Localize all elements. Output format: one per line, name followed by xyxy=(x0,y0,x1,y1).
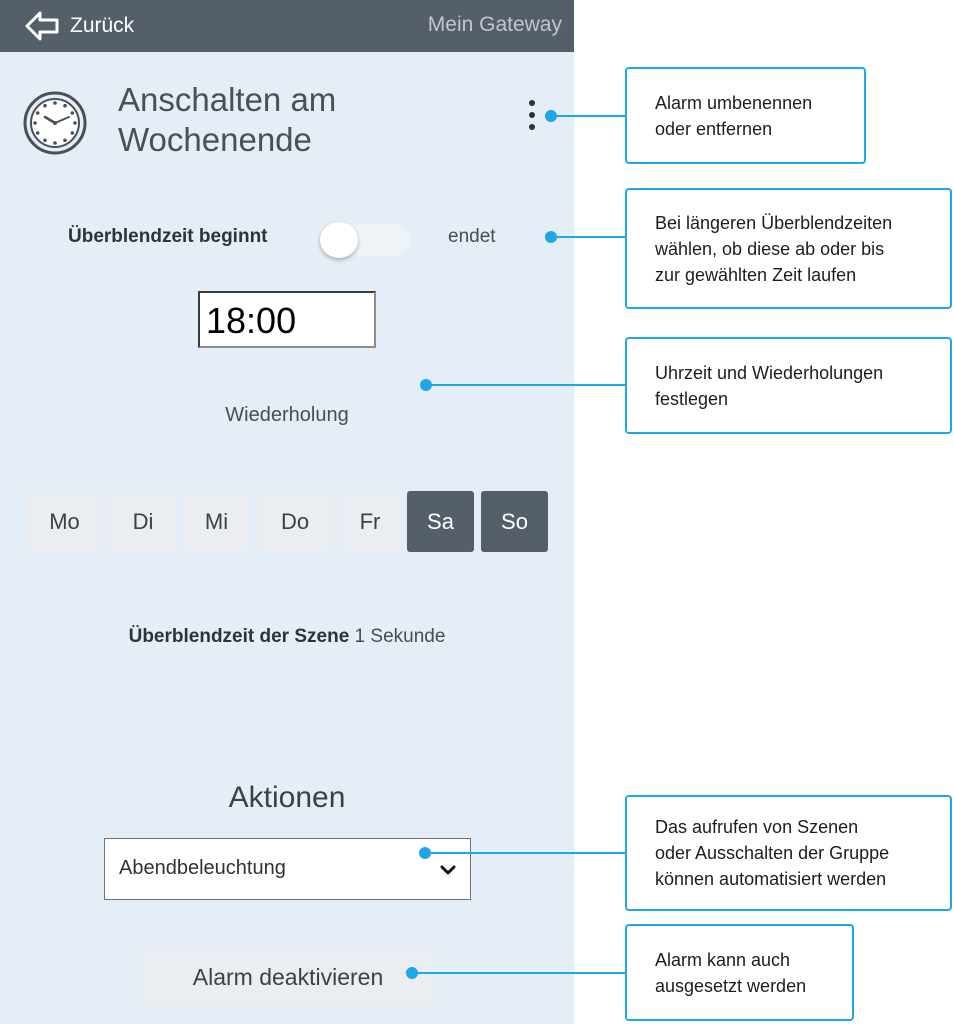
callout-line: ausgesetzt werden xyxy=(655,975,807,996)
clock-icon xyxy=(22,90,88,156)
callout-line: zur gewählten Zeit laufen xyxy=(655,264,857,285)
fade-direction-row xyxy=(0,222,574,258)
action-select-value: Abendbeleuchtung xyxy=(119,857,286,879)
gateway-name: Mein Gateway xyxy=(427,13,562,36)
back-label: Zurück xyxy=(70,14,135,37)
callout-line: wählen, ob diese ab oder bis xyxy=(655,238,885,259)
callout-deactivate xyxy=(625,924,854,1021)
weekday-selector xyxy=(26,491,551,552)
day-button-sa[interactable]: Sa xyxy=(407,491,474,552)
toggle-knob xyxy=(320,222,358,258)
day-button-fr[interactable]: Fr xyxy=(340,491,400,552)
callout-rename-alarm xyxy=(625,67,866,164)
repeat-label: Wiederholung xyxy=(225,404,349,426)
day-button-di[interactable]: Di xyxy=(110,491,176,552)
top-bar xyxy=(0,0,574,52)
day-button-so[interactable]: So xyxy=(481,491,548,552)
time-input[interactable] xyxy=(198,291,376,348)
arrow-left-icon xyxy=(24,10,60,42)
scene-fade-label: Überblendzeit der Szene xyxy=(128,626,350,647)
callout-line: oder Ausschalten der Gruppe xyxy=(655,843,890,863)
fade-begin-label: Überblendzeit beginnt xyxy=(68,226,268,247)
deactivate-alarm-button[interactable]: Alarm deaktivieren xyxy=(143,947,433,1007)
chevron-down-icon xyxy=(440,863,456,881)
alarm-title-line-1: Anschalten am xyxy=(118,81,337,118)
day-button-mi[interactable]: Mi xyxy=(183,491,250,552)
day-button-mo[interactable]: Mo xyxy=(26,491,103,552)
scene-fade-value: 1 Sekunde xyxy=(354,626,446,647)
actions-title: Aktionen xyxy=(228,781,346,814)
scene-fade-time xyxy=(0,626,574,648)
alarm-title-line-2: Wochenende xyxy=(118,121,312,158)
day-button-do[interactable]: Do xyxy=(257,491,333,552)
callout-line: Alarm kann auch xyxy=(655,949,791,970)
callout-fade-direction xyxy=(625,188,952,309)
callout-line: Das aufrufen von Szenen xyxy=(655,817,859,837)
callout-actions xyxy=(625,795,952,911)
back-button[interactable] xyxy=(24,10,134,42)
action-select[interactable] xyxy=(104,838,471,900)
alarm-title xyxy=(118,80,336,160)
more-vertical-icon[interactable] xyxy=(522,98,542,134)
callout-time-repeat xyxy=(625,337,952,434)
fade-end-label: endet xyxy=(448,226,496,247)
callout-line: oder entfernen xyxy=(655,118,773,139)
fade-direction-toggle[interactable] xyxy=(320,222,410,258)
callout-line: Bei längeren Überblendzeiten xyxy=(655,212,893,233)
callout-line: Uhrzeit und Wiederholungen xyxy=(655,362,884,383)
callout-line: festlegen xyxy=(655,388,729,409)
callout-line: können automatisiert werden xyxy=(655,869,887,889)
callout-line: Alarm umbenennen xyxy=(655,92,813,113)
